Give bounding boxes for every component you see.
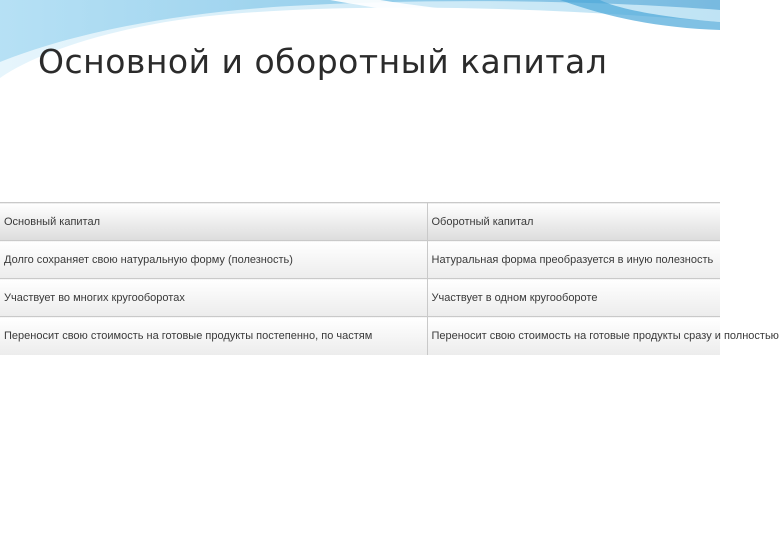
table-cell: Натуральная форма преобразуется в иную полезность [427, 241, 720, 279]
slide-title: Основной и оборотный капитал [38, 42, 608, 81]
header-fixed-capital: Основный капитал [0, 203, 427, 241]
table-cell: Долго сохраняет свою натуральную форму (полезность) [0, 241, 427, 279]
comparison-table [0, 202, 779, 355]
header-working-capital: Оборотный капитал [427, 203, 720, 241]
table-row [0, 279, 720, 317]
table-cell: Участвует во многих кругооборотах [0, 279, 427, 317]
table-row [0, 317, 720, 355]
table-cell: Участвует в одном кругообороте [427, 279, 720, 317]
table-cell: Переносит свою стоимость на готовые продукты сразу и полностью [427, 317, 720, 355]
table-cell: Переносит свою стоимость на готовые продукты постепенно, по частям [0, 317, 427, 355]
table-row [0, 241, 720, 279]
comparison-table-container [0, 202, 779, 356]
table-header-row [0, 203, 720, 241]
